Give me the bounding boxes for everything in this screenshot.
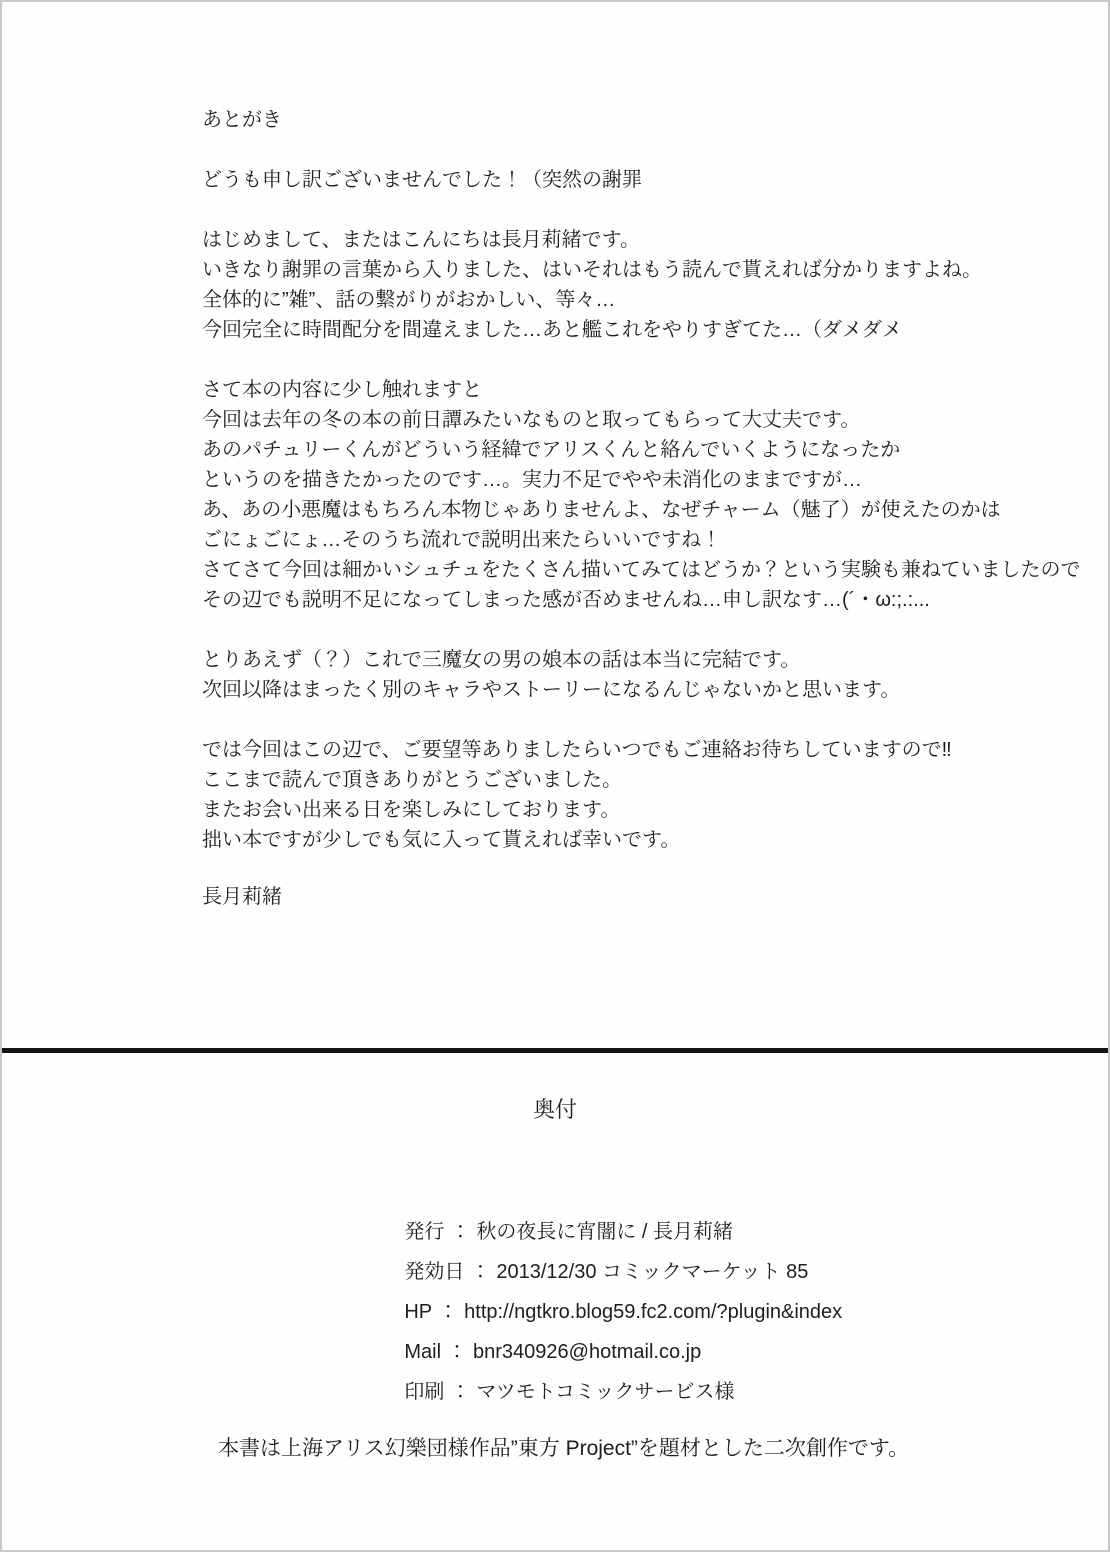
email-address-text: bnr340926@hotmail.co.jp xyxy=(473,1341,702,1363)
colon-separator: ： xyxy=(450,1381,471,1403)
colophon-entries xyxy=(371,1172,843,1403)
afterword-title: あとがき xyxy=(202,109,282,131)
colophon-entry-label: 発行 xyxy=(404,1221,445,1243)
colophon-entry-value: 2013/12/30 コミックマーケット 85 xyxy=(496,1261,809,1283)
colophon-entry-value: 秋の夜長に宵闇に / 長月莉緒 xyxy=(476,1221,734,1243)
colon-separator: ： xyxy=(450,1221,471,1243)
derivative-work-note: 本書は上海アリス幻樂団様作品”東方 Project”を題材とした二次創作です。 xyxy=(218,1437,910,1460)
colophon-entry-label: Mail xyxy=(404,1341,442,1363)
section-divider xyxy=(2,1048,1108,1053)
colophon-entry-label: HP xyxy=(404,1301,433,1323)
colophon-heading: 奥付 xyxy=(532,1097,577,1122)
colophon-entry-publisher xyxy=(371,1172,842,1243)
colophon-entry-label: 印刷 xyxy=(404,1381,445,1403)
colon-separator: ： xyxy=(438,1301,459,1323)
colophon-entry-label: 発効日 xyxy=(404,1261,465,1283)
colon-separator: ： xyxy=(447,1341,468,1363)
afterword-body: どうも申し訳ございませんでした！（突然の謝罪 はじめまして、またはこんにちは長月莉緒です。 いきなり謝罪の言葉から入りました、はいそれはもう読んで貰えれば分かりますよね。 全体的に”雑”、話の繋がりがおかしい、等々… 今回完全に時間配分を間違えました…あと艦これをやりすぎてた…（ダメダメ さて本の内容に少し触れますと 今回は去年の冬の本の前日譚みたいなものと取ってもらって大丈夫です。 あのパチュリーくんがどういう経緯でアリスくんと絡んでいくようになったか というのを描きたかったのです…。実力不足でやや未消化のままですが… あ、あの小悪魔はもちろん本物じゃありませんよ、なぜチャーム（魅了）が使えたのかは ごにょごにょ…そのうち流れで説明出来たらいいですね！ さてさて今回は細かいシュチュをたくさん描いてみてはどうか？という実験も兼ねていましたので その辺でも説明不足になってしまった感が否めませんね…申し訳なす…(´・ω:;.:... とりあえず（？）これで三魔女の男の娘本の話は本当に完結です。 次回以降はまったく別のキャラやストーリーになるんじゃないかと思います。 では今回はこの辺で、ご要望等ありましたらいつでもご連絡お待ちしていますので‼ ここまで読んで頂きありがとうございました。 またお会い出来る日を楽しみにしております。 拙い本ですが少しでも気に入って貰えれば幸いです。 xyxy=(202,169,1081,851)
website-url-text: http://ngtkro.blog59.fc2.com/?plugin&index xyxy=(464,1301,843,1323)
author-signature: 長月莉緒 xyxy=(202,886,282,908)
colophon-entry-value: マツモトコミックサービス様 xyxy=(476,1381,735,1403)
colon-separator: ： xyxy=(470,1261,491,1283)
